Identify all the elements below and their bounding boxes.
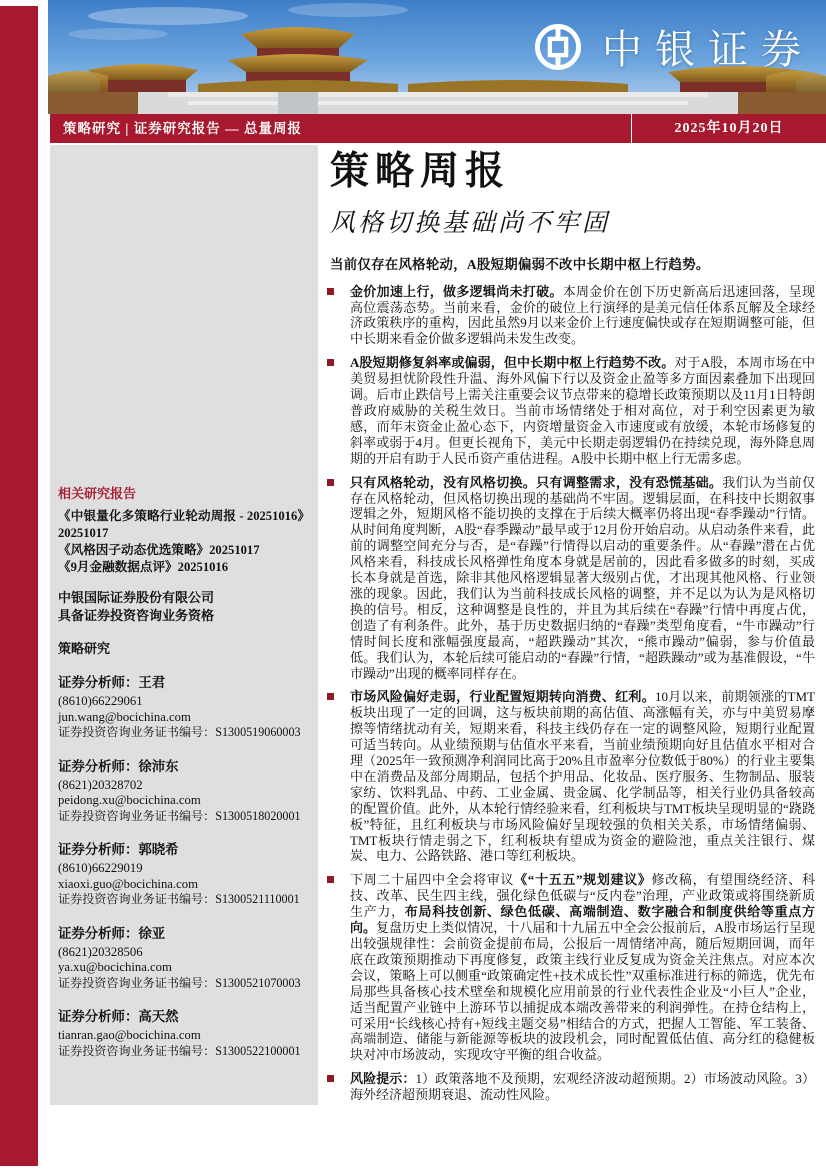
- analyst-name: 证券分析师：徐沛东: [58, 758, 179, 774]
- bullet-marker-icon: [327, 288, 334, 295]
- analyst-email: xiaoxi.guo@bocichina.com: [58, 876, 198, 891]
- report-item: 《中银量化多策略行业轮动周报 - 20251016》20251017: [58, 509, 310, 540]
- bullet-item: [327, 475, 815, 682]
- bullet-bold-text: A股短期修复斜率或偏弱，但中长期中枢上行趋势不改。: [350, 355, 675, 371]
- company-qualification: 具备证券投资咨询业务资格: [58, 608, 215, 623]
- analyst-email: tianran.gao@bocichina.com: [58, 1028, 201, 1042]
- analyst-name: 证券分析师：王君: [58, 675, 166, 690]
- bullet-bold-text: 风险提示：: [350, 1071, 416, 1087]
- main-content: [330, 150, 815, 1111]
- analyst-email: jun.wang@bocichina.com: [58, 709, 191, 724]
- bullet-bold-text: 只有风格轮动，没有风格切换。只有调整需求，没有恐慌基础。: [350, 474, 723, 490]
- bullet-item: [327, 872, 815, 1063]
- bullet-text: 复盘历史上类似情况，十八届和十九届五中全会公报前后，A股市场运行呈现出较强规律性：会前资金提前布局，公报后一周情绪冲高，随后短期回调，而年底在政策预期推动下再度修复，政策主线行业反复成为资金关注焦点。对应本次会议，策略上可以侧重“政策确定性+技术成长性”双重标准进行标的筛选，优先布局那些具备核心技术壁垒和规模化应用前景的行业代表性企业及“小巨人”企业，适当配置产业链中上游环节以捕捉成本端改善带来的利润弹性。在持仓结构上，可采用“长线核心持有+短线主题交易”相结合的方式，把握人工智能、军工装备、高端制造、储能与新能源等板块的波段机会，同时配置低估值、高分红的稳健板块对冲市场波动，实现攻守平衡的组合收益。: [350, 920, 815, 1063]
- bullet-text: 我们认为当前仅存在风格轮动，但风格切换出现的基础尚不牢固。逻辑层面，在科技中长期叙事逻辑之外，短期风格不能切换的支撑在于后续大概率仍将出现“春季躁动”行情。从时间角度判断，A股“春季躁动”最早或于12月份开始启动。从启动条件来看，此前的调整空间充分与否，是“春躁”行情得以启动的重要条件。从“春躁”潜在占优风格来看，科技成长风格弹性角度本身就是居前的，因此看多做多的时刻，买成长本身就是首选，除非其他风格逻辑显著大级别占优，才出现其他风格、行业领涨的现象。因此，我们认为当前科技成长风格的调整，并不足以为认为是风格切换的信号。相反，这种调整是良性的，并且为其后续在“春躁”行情中再度占优，创造了有利条件。此外，基于历史数据归纳的“春躁”类型角度看，“牛市躁动”行情时间长度和涨幅强度最高，“超跌躁动”其次，“熊市躁动”偏弱，参与价值最低。我们认为，本轮后续可能启动的“春躁”行情，“超跌躁动”或为基准假设，“牛市躁动”出现的概率同样存在。: [350, 474, 815, 681]
- analyst-block: [58, 672, 310, 741]
- page-title: 策略周报: [330, 150, 511, 193]
- boc-emblem-icon: [532, 21, 584, 73]
- report-category-label: 策略研究 | 证券研究报告 — 总量周报: [63, 121, 302, 136]
- bullet-marker-icon: [327, 479, 334, 486]
- analyst-block: [58, 756, 310, 825]
- bullet-marker-icon: [327, 1075, 334, 1082]
- bullet-bold-text: 金价加速上行，做多逻辑尚未打破。: [350, 283, 563, 299]
- analyst-email: peidong.xu@bocichina.com: [58, 793, 201, 807]
- analyst-phone: (8610)66229019: [58, 861, 143, 875]
- bullet-bold-text: 市场风险偏好走弱，行业配置短期转向消费、红利。: [350, 689, 655, 705]
- left-red-ribbon: [0, 6, 38, 1166]
- lead-paragraph: 当前仅存在风格轮动，A股短期偏弱不改中长期中枢上行趋势。: [330, 256, 710, 272]
- analyst-block: [58, 923, 310, 992]
- bullet-marker-icon: [327, 876, 334, 883]
- analyst-cert: 证券投资咨询业务证书编号：S1300518020001: [58, 808, 301, 823]
- bullet-marker-icon: [327, 693, 334, 700]
- bullet-bold-text: 《“十五五”规划建议》: [514, 872, 652, 888]
- bullet-item: [327, 355, 815, 466]
- header-photo: [48, 0, 826, 114]
- analyst-name: 证券分析师：高天然: [58, 1009, 179, 1024]
- analyst-cert: 证券投资咨询业务证书编号：S1300522100001: [58, 1043, 301, 1058]
- bullet-text: 10月以来，前期领涨的TMT板块出现了一定的回调，这与板块前期的高估值、高涨幅有关，亦与中美贸易摩擦等情绪扰动有关，短期来看，科技主线仍存在一定的调整风险，短期行业配置可适当转向。从业绩预期与估值水平来看，当前业绩预期向好且估值水平相对合理（2025年一致预测净利润同比高于20%且市盈率分位数低于80%）的行业主要集中在消费品及部分周期品，包括个护用品、化妆品、医疗服务、生物制品、服装家纺、饮料乳品、中药、工业金属、贵金属、化学制品等，相关行业仍具备较高的配置价值。此外，从本轮行情经验来看，红利板块与TMT板块呈现明显的“跷跷板”特征，且红利板块与市场风险偏好呈现较强的负相关关系，市场情绪偏弱、TMT板块行情走弱之下，红利板块有望成为资金的避险池，重点关注银行、煤炭、电力、公路铁路、港口等红利板块。: [350, 689, 815, 864]
- bullet-marker-icon: [327, 359, 334, 366]
- bullet-list: [330, 284, 815, 1103]
- analyst-phone: (8621)20328506: [58, 944, 143, 959]
- bullet-bold-text: 布局科技创新、绿色低碳、高端制造、数字融合和制度供给等重点方向。: [350, 904, 815, 936]
- analyst-list: [58, 672, 310, 1059]
- report-date: 2025年10月20日: [674, 121, 784, 136]
- analyst-phone: (8621)20328702: [58, 777, 143, 792]
- bullet-item: [327, 284, 815, 348]
- report-item: 《9月金融数据点评》20251016: [58, 560, 229, 574]
- brand-lockup: [532, 18, 814, 75]
- bullet-item: [327, 1071, 815, 1103]
- analyst-cert: 证券投资咨询业务证书编号：S1300521070003: [58, 975, 301, 990]
- bullet-text: 修改稿，有望围绕经济、科技、改革、民生四主线，强化绿色低碳与“反内卷”治理，产业政策或将围绕新质生产力，: [350, 872, 815, 920]
- sidebar: [50, 145, 318, 1105]
- bullet-item: [327, 689, 815, 864]
- analyst-email: ya.xu@bocichina.com: [58, 960, 172, 974]
- related-reports-title: 相关研究报告: [58, 486, 137, 501]
- analyst-cert: 证券投资咨询业务证书编号：S1300521110001: [58, 892, 300, 906]
- department-label: 策略研究: [58, 641, 111, 656]
- analyst-name: 证券分析师：郭晓希: [58, 842, 179, 857]
- analyst-cert: 证券投资咨询业务证书编号：S1300519060003: [58, 725, 301, 739]
- related-reports-list: [58, 508, 310, 576]
- analyst-name: 证券分析师：徐亚: [58, 925, 166, 941]
- company-name: 中银国际证券股份有限公司: [58, 590, 215, 605]
- bullet-text: 对于A股，本周市场在中美贸易担忧阶段性升温、海外风偏下行以及资金止盈等多方面因素叠加下出现回调。后市止跌信号上需关注重要会议节点带来的稳增长政策预期以及11月1日特朗普政府威胁的关税生效日。当前市场情绪处于相对高位，对于利空因素更为敏感，而年末资金止盈心态下，内资增量资金入市速度或有放缓，本轮市场修复的斜率或弱于4月。但更长视角下，美元中长期走弱逻辑仍在持续兑现，海外降息周期的开启有助于人民币资产重估进程。A股中长期中枢上行无需多虑。: [350, 355, 816, 466]
- bullet-text: 1）政策落地不及预期，宏观经济波动超预期。2）市场波动风险。3）海外经济超预期衰退、流动性风险。: [350, 1071, 815, 1103]
- analyst-phone: (8610)66229061: [58, 694, 143, 708]
- analyst-block: [58, 1006, 310, 1059]
- brand-text: 中银证券: [602, 27, 814, 72]
- header-bar: [50, 114, 826, 143]
- bullet-text: 本周金价在创下历史新高后迅速回落，呈现高位震荡态势。当前来看，金价的破位上行演绎的是美元信任体系瓦解及全球经济政策秩序的重构，因此虽然9月以来金价上行速度偏快或存在短期调整可能，但中长期来看金价做多逻辑尚未发生改变。: [350, 283, 815, 347]
- page-subtitle: 风格切换基础尚不牢固: [330, 209, 611, 237]
- bullet-text: 下周二十届四中全会将审议: [350, 872, 515, 888]
- report-item: 《风格因子动态优选策略》20251017: [58, 543, 260, 557]
- analyst-block: [58, 839, 310, 908]
